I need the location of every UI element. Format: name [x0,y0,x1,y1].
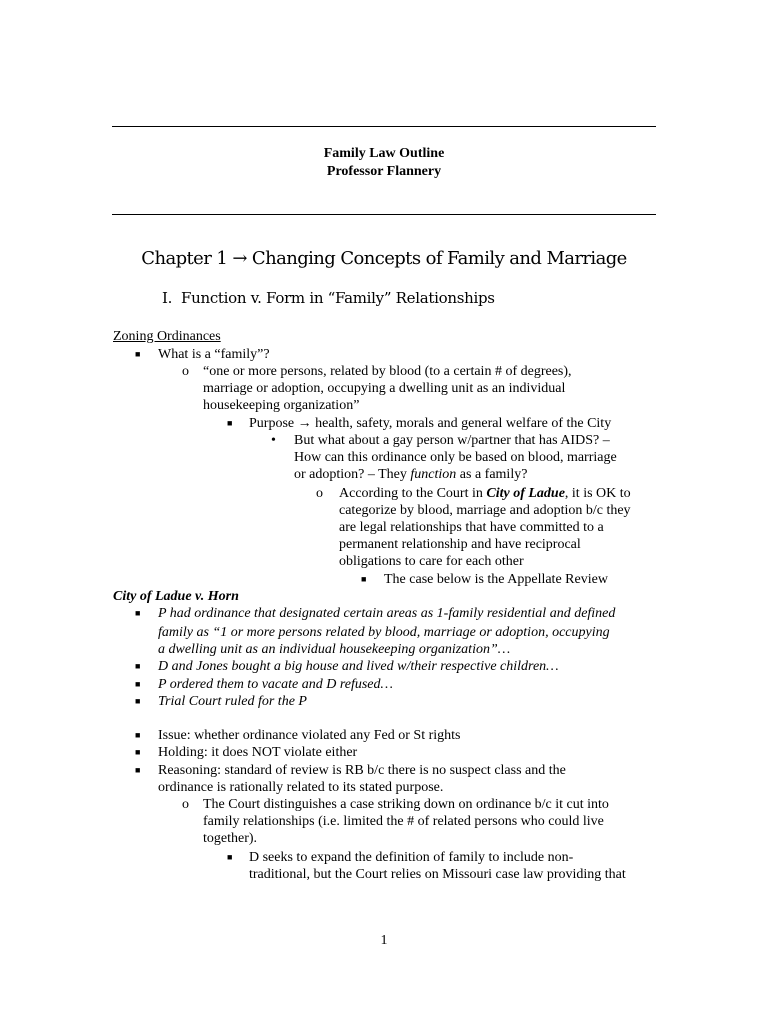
bullet-square: ■ [227,418,233,428]
bullet-dot: • [271,433,276,448]
fact-line: D and Jones bought a big house and lived w/their respective children… [158,659,559,674]
fact-line: P had ordinance that designated certain areas as 1-family residential and defined [158,606,616,621]
purpose-line: Purpose → health, safety, morals and general welfare of the City [249,416,612,431]
distinguish-line: The Court distinguishes a case striking down on ordinance b/c it cut into [203,797,609,812]
issue-line: Issue: whether ordinance violated any Fed or St rights [158,728,461,743]
question-line: How can this ordinance only be based on blood, marriage [294,450,617,465]
bullet-square: ■ [135,608,141,618]
expand-line: traditional, but the Court relies on Missouri case law providing that [249,867,626,882]
family-question: What is a “family”? [158,347,270,362]
fact-line: a dwelling unit as an individual housekeeping organization”… [158,642,511,657]
court-line: obligations to care for each other [339,554,524,569]
section-numeral: I. [162,289,173,307]
holding-line: Holding: it does NOT violate either [158,745,358,760]
bullet-circle: o [182,797,189,812]
definition-line: “one or more persons, related by blood (to a certain # of degrees), [203,364,572,379]
distinguish-line: together). [203,831,258,846]
section-title: Function v. Form in “Family” Relationships [181,289,495,307]
definition-line: housekeeping organization” [203,398,360,413]
court-line: are legal relationships that have committed to a [339,520,604,535]
bullet-square: ■ [135,696,141,706]
question-line: or adoption? – They function as a family? [294,467,528,482]
bottom-rule [112,214,656,215]
document-subtitle: Professor Flannery [326,164,442,179]
appellate-note: The case below is the Appellate Review [384,572,608,587]
bullet-square: ■ [135,747,141,757]
chapter-heading: Chapter 1 → Changing Concepts of Family and Marriage [141,248,627,269]
court-line: categorize by blood, marriage and adoption b/c they [339,503,631,518]
bullet-square: ■ [135,730,141,740]
case-name: City of Ladue v. Horn [113,589,239,604]
document-title: Family Law Outline [323,146,445,161]
bullet-square: ■ [361,574,367,584]
page-number: 1 [380,933,388,948]
fact-line: family as “1 or more persons related by blood, marriage or adoption, occupying [158,625,610,640]
reasoning-line: Reasoning: standard of review is RB b/c there is no suspect class and the [158,763,566,778]
zoning-heading: Zoning Ordinances [113,329,221,344]
definition-line: marriage or adoption, occupying a dwelling unit as an individual [203,381,566,396]
court-line: permanent relationship and have reciprocal [339,537,581,552]
bullet-circle: o [316,486,323,501]
bullet-circle: o [182,364,189,379]
bullet-square: ■ [135,679,141,689]
fact-line: Trial Court ruled for the P [158,694,307,709]
expand-line: D seeks to expand the definition of family to include non- [249,850,574,865]
court-line: According to the Court in City of Ladue, it is OK to [339,486,631,501]
bullet-square: ■ [135,765,141,775]
bullet-square: ■ [135,661,141,671]
bullet-square: ■ [227,852,233,862]
fact-line: P ordered them to vacate and D refused… [158,677,393,692]
top-rule [112,126,656,127]
reasoning-line: ordinance is rationally related to its stated purpose. [158,780,444,795]
question-line: But what about a gay person w/partner that has AIDS? – [294,433,610,448]
distinguish-line: family relationships (i.e. limited the # of related persons who could live [203,814,604,829]
bullet-square: ■ [135,349,141,359]
